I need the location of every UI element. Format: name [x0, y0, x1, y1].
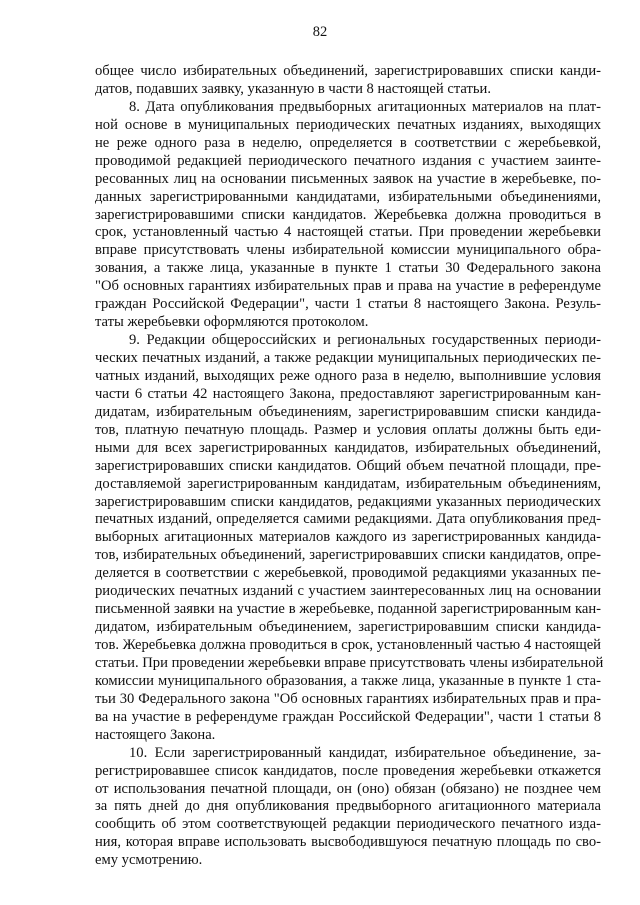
text-line: печатных изданий, определяется самими редакциями. Дата опубликования пред-: [95, 511, 601, 528]
text-line: дидатом, избирательным объединением, зарегистрировавшим списки кандида-: [95, 619, 601, 636]
text-line: тьи 30 Федерального закона "Об основных гарантиях избирательных прав и пра-: [95, 690, 601, 707]
text-line: ему усмотрению.: [95, 852, 203, 869]
text-line: статьи. При проведении жеребьевки вправе присутствовать члены избирательной: [95, 654, 604, 671]
text-line: не реже одного раза в неделю, определяется в соответствии с жеребьевкой,: [95, 134, 601, 151]
text-line: граждан Российской Федерации", части 1 статьи 8 настоящего Закона. Резуль-: [95, 296, 601, 313]
text-line: срок, установленный частью 4 настоящей статьи. При проведении жеребьевки: [95, 224, 601, 241]
text-line: ресованных лиц на основании письменных заявок на участие в жеребьевке, по-: [95, 170, 601, 187]
text-line: ческих печатных изданий, а также редакции муниципальных периодических пе-: [95, 350, 601, 366]
text-line: чатных изданий, выходящих реже одного раза в неделю, выполнившие условия: [95, 367, 601, 384]
text-line: "Об основных гарантиях избирательных прав и права на участие в референдуме: [95, 278, 601, 295]
text-line: деляется в соответствии с жеребьевкой, проводимой редакциями указанных пе-: [95, 565, 601, 582]
text-line: вправе присутствовать члены избирательной комиссии муниципального обра-: [95, 242, 601, 259]
text-line: зарегистрировавших списки кандидатов. Общий объем печатной площади, пре-: [95, 457, 601, 474]
text-line: за пять дней до дня опубликования предвыборного агитационного материала: [95, 798, 601, 815]
paragraph-p8: [95, 99, 601, 332]
text-line: части 6 статьи 42 настоящего Закона, предоставляют зарегистрированным кан-: [95, 385, 601, 402]
text-line: комиссии муниципального образования, а также лица, указанные в пункте 1 ста-: [95, 672, 601, 689]
text-line: 10. Если зарегистрированный кандидат, избирательное объединение, за-: [129, 744, 601, 761]
text-line: регистрировавшее список кандидатов, после проведения жеребьевки откажется: [95, 762, 601, 779]
text-line: ва на участие в референдуме граждан Российской Федерации", части 1 статьи 8: [95, 708, 601, 725]
text-line: письменной заявки на участие в жеребьевке, поданной зарегистрированным кан-: [95, 601, 601, 618]
text-line: дидатам, избирательным объединениям, зарегистрировавшим списки кандида-: [95, 403, 601, 420]
text-line: тов. Жеребьевка должна проводиться в срок, установленный частью 4 настоящей: [95, 637, 601, 653]
text-line: данных зарегистрированными кандидатами, избирательными объединениями,: [95, 188, 601, 205]
text-line: таты жеребьевки оформляются протоколом.: [95, 314, 369, 331]
document-body: [95, 63, 604, 893]
text-line: ной основе в муниципальных периодических печатных изданиях, выходящих: [95, 116, 601, 133]
text-line: ния, которая вправе использовать высвободившуюся печатную площадь по сво-: [95, 834, 601, 851]
text-line: тов, избирательных объединений, зарегистрировавших списки кандидатов, опре-: [95, 547, 601, 564]
text-line: датов, подавших заявку, указанную в части 8 настоящей статьи.: [95, 80, 491, 97]
paragraph-p7-end: [95, 63, 601, 99]
text-line: настоящего Закона.: [95, 726, 216, 743]
text-line: тов, платную печатную площадь. Размер и условия оплаты должны быть еди-: [95, 421, 601, 438]
page-number: 82: [312, 24, 328, 40]
text-line: риодических печатных изданий с участием заинтересованных лиц на основании: [95, 583, 601, 600]
text-line: зования, а также лица, указанные в пункте 1 статьи 30 Федерального закона: [95, 260, 601, 277]
text-line: 9. Редакции общероссийских и региональных государственных периоди-: [129, 332, 601, 349]
text-line: сообщить об этом соответствующей редакции периодического печатного изда-: [95, 816, 601, 833]
text-line: общее число избирательных объединений, зарегистрировавших списки канди-: [95, 63, 601, 79]
text-line: 8. Дата опубликования предвыборных агитационных материалов на плат-: [129, 98, 601, 115]
text-line: зарегистрировавшим списки кандидатов, редакциями указанных периодических: [95, 493, 601, 510]
text-line: выборных агитационных материалов каждого из зарегистрированных кандида-: [95, 529, 601, 546]
paragraph-p10: [95, 745, 601, 871]
text-line: доставляемой зарегистрированным кандидатам, избирательным объединениям,: [95, 475, 601, 492]
text-line: ными для всех зарегистрированных кандидатов, избирательных объединений,: [95, 439, 601, 456]
paragraph-p9: [95, 332, 604, 745]
text-line: проводимой редакцией периодического печатного издания с участием заинте-: [95, 152, 601, 169]
text-line: от использования печатной площади, он (оно) обязан (обязано) не позднее чем: [95, 780, 601, 797]
text-line: зарегистрировавшими списки кандидатов. Жеребьевка должна проводиться в: [95, 206, 601, 223]
